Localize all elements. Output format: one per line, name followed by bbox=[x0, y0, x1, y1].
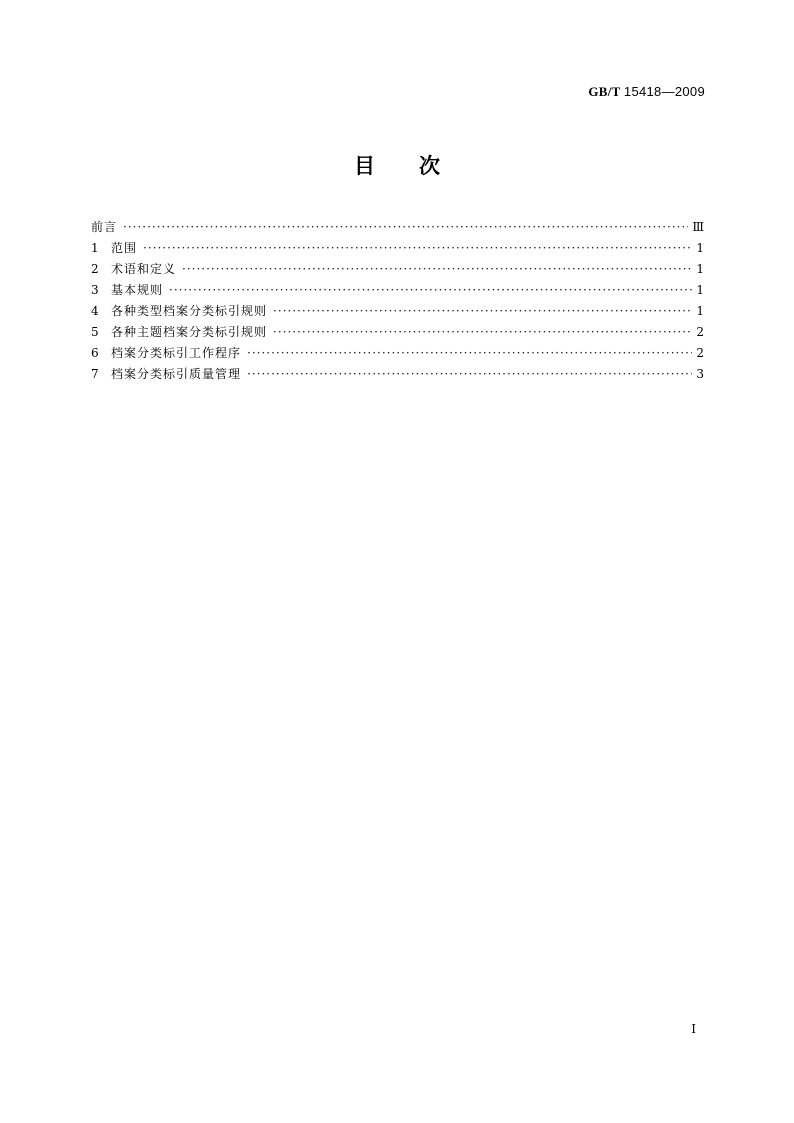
toc-page-number: 1 bbox=[696, 283, 704, 297]
toc-leader-dots bbox=[169, 280, 692, 301]
toc-page-number: 2 bbox=[696, 325, 704, 339]
standard-number bbox=[588, 84, 705, 100]
toc-page-number: 1 bbox=[696, 304, 704, 318]
toc-label: 档案分类标引质量管理 bbox=[111, 367, 242, 381]
toc-section-number: 7 bbox=[91, 367, 99, 381]
title-char-2: 次 bbox=[419, 154, 440, 178]
toc-label: 术语和定义 bbox=[111, 262, 177, 276]
toc-label: 档案分类标引工作程序 bbox=[111, 346, 242, 360]
toc-entry-foreword[interactable] bbox=[91, 217, 704, 238]
page-number: I bbox=[691, 1022, 696, 1036]
toc-page-number: 1 bbox=[696, 262, 704, 276]
standard-code: 15418—2009 bbox=[623, 84, 705, 99]
toc-leader-dots bbox=[273, 322, 692, 343]
toc-section-number: 5 bbox=[91, 325, 99, 339]
toc-entry-5[interactable] bbox=[91, 322, 704, 343]
toc-page-number: 2 bbox=[696, 346, 704, 360]
toc-leader-dots bbox=[182, 259, 692, 280]
toc-entry-7[interactable] bbox=[91, 364, 704, 385]
toc-leader-dots bbox=[247, 364, 692, 385]
toc-leader-dots bbox=[123, 217, 688, 238]
toc-section-number: 2 bbox=[91, 262, 99, 276]
toc-entry-2[interactable] bbox=[91, 259, 704, 280]
toc-leader-dots bbox=[247, 343, 692, 364]
table-of-contents bbox=[91, 217, 704, 385]
page-title bbox=[0, 150, 794, 180]
toc-entry-3[interactable] bbox=[91, 280, 704, 301]
toc-label: 前言 bbox=[91, 220, 118, 234]
toc-entry-4[interactable] bbox=[91, 301, 704, 322]
toc-section-number: 3 bbox=[91, 283, 99, 297]
toc-section-number: 6 bbox=[91, 346, 99, 360]
title-char-1: 目 bbox=[354, 154, 375, 178]
toc-label: 各种主题档案分类标引规则 bbox=[111, 325, 268, 339]
toc-section-number: 1 bbox=[91, 241, 99, 255]
standard-prefix: GB/T bbox=[588, 84, 621, 99]
toc-label: 范围 bbox=[111, 241, 138, 255]
toc-page-number: 1 bbox=[696, 241, 704, 255]
toc-page-number: Ⅲ bbox=[692, 220, 704, 234]
toc-section-number: 4 bbox=[91, 304, 99, 318]
toc-entry-1[interactable] bbox=[91, 238, 704, 259]
toc-label: 各种类型档案分类标引规则 bbox=[111, 304, 268, 318]
toc-leader-dots bbox=[273, 301, 692, 322]
toc-page-number: 3 bbox=[696, 367, 704, 381]
toc-leader-dots bbox=[143, 238, 692, 259]
toc-entry-6[interactable] bbox=[91, 343, 704, 364]
toc-label: 基本规则 bbox=[111, 283, 164, 297]
